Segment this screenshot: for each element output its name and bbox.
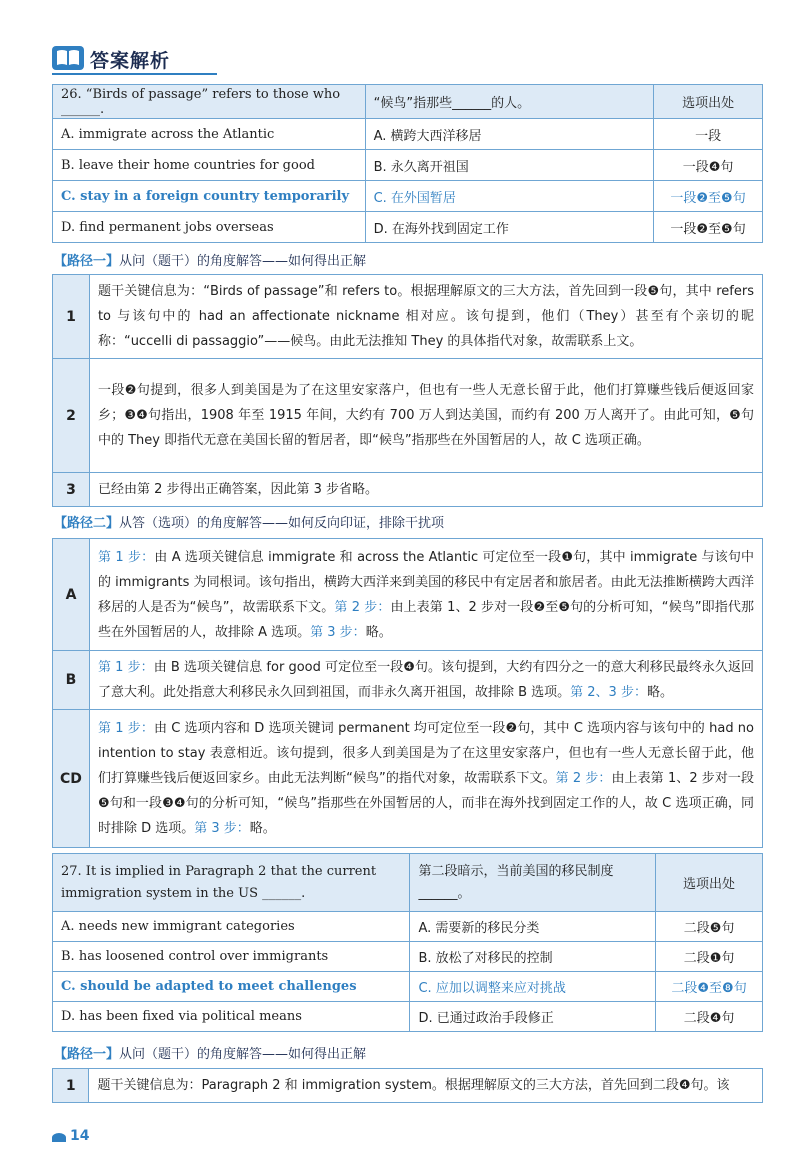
q26-path1-step	[53, 359, 763, 473]
step-label: 第 2、3 步：	[570, 685, 647, 700]
q27-option-d-zh: D. 已通过政治手段修正	[410, 1002, 656, 1032]
q26-option-row	[53, 150, 763, 181]
option-analysis	[89, 651, 762, 710]
step-text: 略。	[249, 821, 276, 836]
q27-option-b-src: 二段❶句	[656, 942, 763, 972]
q26-option-b-zh: B. 永久离开祖国	[365, 150, 654, 181]
step-label: 第 1 步：	[97, 549, 155, 565]
q27-path1-table	[52, 1068, 763, 1103]
q27-option-c-en: C. should be adapted to meet challenges	[53, 972, 410, 1002]
q26-option-table	[52, 84, 763, 243]
step-label: 第 2 步：	[334, 599, 391, 615]
q26-option-row	[53, 212, 763, 243]
q27-option-row	[53, 1002, 763, 1032]
q27-option-a-zh: A. 需要新的移民分类	[410, 912, 656, 942]
step-text: 由 A 选项关键信息 immigrate 和 across the Atlantic 可定位至一段❶句，其中 immigrate 与该句中的 immigrants 为同根词。该句指出，横跨大西洋来到美国的移民中有定居者和旅居者。由此无法推断横跨大西洋移居的人是否为“候鸟”，故需联系下文。	[97, 549, 755, 615]
q26-option-c-zh: C. 在外国暂居	[365, 181, 654, 212]
q27-path1-step	[53, 1069, 763, 1103]
option-analysis	[89, 539, 762, 651]
q26-path2-row-cd	[53, 710, 763, 848]
step-label: 第 1 步：	[97, 721, 154, 736]
q27-option-row	[53, 912, 763, 942]
q26-path2-bracket: 【路径二】	[54, 516, 120, 531]
q27-option-table	[52, 853, 763, 1032]
header-title: 答案解析	[90, 50, 171, 72]
step-label: 第 1 步：	[97, 660, 154, 675]
step-text: 由 C 选项内容和 D 选项关键词 permanent 均可定位至一段❷句，其中 C 选项内容与该句中的 had no intention to stay 表意相近。该句提到，很多人到美国是为了在这里安家落户，但也有一些人无意长留于此，他们打算赚些钱后便返回家乡。由此无法判断“候鸟”的指代对象，故需联系下文。	[97, 721, 754, 786]
step-text: 由上表第 1、2 步对一段❷至❺句的分析可知，“候鸟”即指代那些在外国暂居的人，故排除 A 选项。	[97, 599, 754, 640]
q27-path1-bracket: 【路径一】	[54, 1047, 120, 1062]
q26-path2-title: 从答（选项）的角度解答——如何反向印证，排除干扰项	[119, 516, 445, 531]
q26-option-a-en: A. immigrate across the Atlantic	[53, 119, 366, 150]
option-letter: A	[53, 539, 90, 651]
q26-option-d-zh: D. 在海外找到固定工作	[365, 212, 654, 243]
step-number: 1	[53, 1069, 89, 1103]
q26-option-row-correct	[53, 181, 763, 212]
q26-table-head	[53, 85, 763, 119]
option-letter: B	[53, 651, 90, 710]
q26-path1-step	[53, 275, 763, 359]
step-text: 略。	[365, 624, 392, 640]
q27-path1-title: 从问（题干）的角度解答——如何得出正解	[119, 1047, 367, 1062]
q26-path2-row-a	[53, 539, 763, 651]
q27-option-row-correct	[53, 972, 763, 1002]
option-analysis	[89, 710, 762, 848]
step-text: 题干关键信息为：Paragraph 2 和 immigration system。根据理解原文的三大方法，首先回到二段❹句。该	[89, 1069, 763, 1103]
q26-path1-heading	[54, 250, 366, 269]
q26-path1-table	[52, 274, 763, 507]
q26-source-header: 选项出处	[654, 85, 763, 119]
book-icon	[52, 46, 84, 70]
step-label: 第 2 步：	[555, 771, 612, 786]
q26-path2-heading	[54, 512, 444, 531]
q27-option-d-src: 二段❹句	[656, 1002, 763, 1032]
q26-path1-title: 从问（题干）的角度解答——如何得出正解	[119, 254, 367, 269]
header-rule	[52, 73, 217, 75]
q26-question-zh: “候鸟”指那些______的人。	[365, 85, 654, 119]
q27-option-d-en: D. has been fixed via political means	[53, 1002, 410, 1032]
q26-path1-step	[53, 473, 763, 507]
q26-option-d-src: 一段❷至❺句	[654, 212, 763, 243]
q27-table-head	[53, 854, 763, 912]
q26-option-b-en: B. leave their home countries for good	[53, 150, 366, 181]
q26-option-a-src: 一段	[654, 119, 763, 150]
page-decor-icon	[52, 1133, 66, 1142]
q27-option-b-zh: B. 放松了对移民的控制	[410, 942, 656, 972]
q26-option-d-en: D. find permanent jobs overseas	[53, 212, 366, 243]
q27-option-a-en: A. needs new immigrant categories	[53, 912, 410, 942]
step-text: 一段❷句提到，很多人到美国是为了在这里安家落户，但也有一些人无意长留于此，他们打算赚些钱后便返回家乡；❸❹句指出，1908 年至 1915 年间，大约有 700 万人到达美国，而约有 200 万人离开了。由此可知，❺句中的 They 即指代无意在美国长留的暂居者，即“候鸟”指那些在外国暂居的人，故 C 选项正确。	[89, 359, 762, 473]
section-header	[52, 44, 217, 74]
q27-source-header: 选项出处	[656, 854, 763, 912]
step-text: 题干关键信息为：“Birds of passage”和 refers to。根据理解原文的三大方法，首先回到一段❺句，其中 refers to 与该句中的 had an affectionate nickname 相对应。该句提到，他们（They）甚至有个亲切的昵称：“uccelli di passaggio”——候鸟。由此无法推知 They 的具体指代对象，故需联系上文。	[89, 275, 762, 359]
q27-question-en: 27. It is implied in Paragraph 2 that the current immigration system in the US ______.	[53, 854, 410, 912]
q27-option-a-src: 二段❺句	[656, 912, 763, 942]
q26-question-en: 26. “Birds of passage” refers to those who ______.	[53, 85, 366, 119]
step-text: 已经由第 2 步得出正确答案，因此第 3 步省略。	[89, 473, 762, 507]
q26-path1-bracket: 【路径一】	[54, 254, 120, 269]
step-label: 第 3 步：	[310, 624, 366, 640]
q27-question-zh: 第二段暗示，当前美国的移民制度______。	[410, 854, 656, 912]
step-number: 1	[53, 275, 90, 359]
q26-option-a-zh: A. 横跨大西洋移居	[365, 119, 654, 150]
step-text: 由 B 选项关键信息 for good 可定位至一段❹句。该句提到，大约有四分之一的意大利移民最终永久返回了意大利。此处指意大利移民永久回到祖国，而非永久离开祖国，故排除 B 选项。	[97, 660, 754, 700]
page-number: 14	[70, 1128, 90, 1144]
q27-option-b-en: B. has loosened control over immigrants	[53, 942, 410, 972]
q26-option-b-src: 一段❹句	[654, 150, 763, 181]
q27-option-row	[53, 942, 763, 972]
step-text: 略。	[646, 685, 673, 700]
q26-option-c-src: 一段❷至❺句	[654, 181, 763, 212]
q27-option-c-zh: C. 应加以调整来应对挑战	[410, 972, 656, 1002]
step-label: 第 3 步：	[194, 821, 250, 836]
step-text: 由上表第 1、2 步对一段❺句和一段❸❹句的分析可知，“候鸟”指那些在外国暂居的人，而非在海外找到固定工作的人，故 C 选项正确，同时排除 D 选项。	[97, 771, 754, 836]
q26-path2-table	[52, 538, 763, 848]
page-footer	[52, 1128, 112, 1148]
q26-path2-row-b	[53, 651, 763, 710]
q27-path1-heading	[54, 1043, 366, 1062]
q26-option-row	[53, 119, 763, 150]
q27-option-c-src: 二段❹至❽句	[656, 972, 763, 1002]
option-letter: CD	[53, 710, 90, 848]
step-number: 2	[53, 359, 90, 473]
q26-option-c-en: C. stay in a foreign country temporarily	[53, 181, 366, 212]
step-number: 3	[53, 473, 90, 507]
